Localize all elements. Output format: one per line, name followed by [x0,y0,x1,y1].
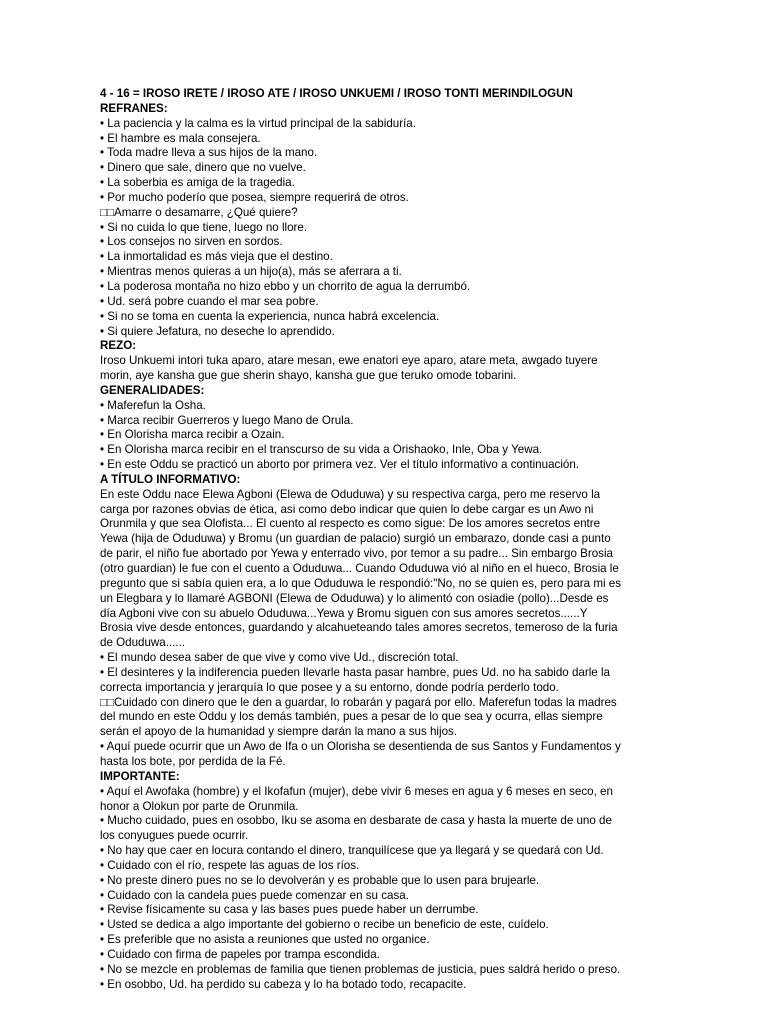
generalidad-item: • Maferefun la Osha. [100,398,206,412]
refranes-heading: REFRANES: [100,101,168,115]
informativo-line: de Oduduwa...... [100,636,186,650]
importante-line: • Aquí el Awofaka (hombre) y el Ikofafun (mujer), debe vivir 6 meses en agua y 6 meses en seco, en [100,784,613,798]
document-title: 4 - 16 = IROSO IRETE / IROSO ATE / IROSO UNKUEMI / IROSO TONTI MERINDILOGUN [100,87,573,100]
importante-line: • Mucho cuidado, pues en osobbo, Iku se asoma en desbarate de casa y hasta la muerte de uno de [100,814,612,828]
importante-line: • Usted se dedica a algo importante del gobierno o recibe un beneficio de este, cuídelo. [100,918,549,932]
importante-line: • Cuidado con la candela pues puede comenzar en su casa. [100,888,409,902]
informativo-line: □□Cuidado con dinero que le den a guardar, lo robarán y pagará por ello. Maferefun todas la madres [100,695,617,709]
refran-item: • La poderosa montaña no hizo ebbo y un chorrito de agua la derrumbó. [100,279,471,293]
informativo-line: correcta importancia y jerarquía lo que posee y a su entorno, donde podría perderlo todo. [100,680,559,694]
refran-item: • Por mucho poderío que posea, siempre requerirá de otros. [100,190,409,204]
rezo-section [100,339,675,384]
refran-item: • La paciencia y la calma es la virtud principal de la sabiduría. [100,116,416,130]
importante-heading: IMPORTANTE: [100,769,180,783]
importante-line: • En osobbo, Ud. ha perdido su cabeza y lo ha botado todo, recapacite. [100,977,467,991]
informativo-line: serán el apoyo de la humanidad y siempre darán la mano a sus hijos. [100,725,458,739]
rezo-line: Iroso Unkuemi intori tuka aparo, atare mesan, ewe enatori eye aparo, atare meta, awgado tuyere [100,354,598,368]
refran-item: □□Amarre o desamarre, ¿Qué quiere? [100,205,298,219]
refran-item: • Toda madre lleva a sus hijos de la mano. [100,146,318,160]
refran-item: • Si quiere Jefatura, no deseche lo aprendido. [100,324,335,338]
refran-item: • Ud. será pobre cuando el mar sea pobre. [100,294,319,308]
importante-line: • Cuidado con el río, respete las aguas de los ríos. [100,858,360,872]
document-page [100,87,675,992]
refran-item: • La soberbia es amiga de la tragedia. [100,176,295,190]
refran-item: • Los consejos no sirven en sordos. [100,235,283,249]
generalidad-item: • En este Oddu se practicó un aborto por primera vez. Ver el título informativo a continuación. [100,458,580,472]
generalidades-heading: GENERALIDADES: [100,383,205,397]
refran-item: • Mientras menos quieras a un hijo(a), más se aferrara a ti. [100,265,402,279]
importante-line: los conyugues puede ocurrir. [100,829,249,843]
generalidad-item: • En Olorisha marca recibir a Ozain. [100,428,285,442]
informativo-heading: A TÍTULO INFORMATIVO: [100,472,241,486]
generalidad-item: • Marca recibir Guerreros y luego Mano de Orula. [100,413,354,427]
informativo-section [100,473,675,770]
rezo-line: morin, aye kansha gue gue sherin shayo, kansha gue gue teruko omode tobarini. [100,369,517,383]
importante-line: • No se mezcle en problemas de familia que tienen problemas de justicia, pues saldrá herido o preso. [100,962,621,976]
informativo-line: • Aquí puede ocurrir que un Awo de Ifa o un Olorisha se desentienda de sus Santos y Fundamentos y [100,740,621,754]
refranes-section [100,102,675,340]
informativo-line: • El desinteres y la indiferencia pueden llevarle hasta pasar hambre, pues Ud. no ha sabido darle la [100,665,610,679]
informativo-line: pregunto que si sabía quien era, a lo que Oduduwa le respondió:"No, no se quien es, pero para mi es [100,576,622,590]
refran-item: • La inmortalidad es más vieja que el destino. [100,250,333,264]
importante-line: • No hay que caer en locura contando el dinero, tranquilícese que ya llegará y se quedará con Ud. [100,844,604,858]
importante-section [100,770,675,993]
informativo-line: hasta los bote, por perdida de la Fé. [100,754,286,768]
refran-item: • Dinero que sale, dinero que no vuelve. [100,161,306,175]
informativo-line: un Elegbara y lo llamaré AGBONI (Elewa de Oduduwa) y lo alimentó con osiadie (pollo)...Desde es [100,591,609,605]
importante-line: • Revise físicamente su casa y las bases pues puede haber un derrumbe. [100,903,479,917]
informativo-line: Yewa (hija de Oduduwa) y Bromu (un guardian de palacio) surgió un embarazo, donde casi a punto [100,532,611,546]
informativo-line: (otro guardian) le fue con el cuento a Oduduwa... Cuando Oduduwa vió al niño en el hueco, Brosia le [100,562,619,575]
refran-item: • El hambre es mala consejera. [100,131,261,145]
generalidades-section [100,384,675,473]
importante-line: • Cuidado con firma de papeles por trampa escondida. [100,947,380,961]
informativo-line: Orunmila y que sea Olofista... El cuento al respecto es como sigue: De los amores secretos entre [100,517,601,531]
importante-line: • Es preferible que no asista a reuniones que usted no organice. [100,933,430,947]
informativo-line: día Agboni vive con su abuelo Oduduwa...Yewa y Bromu siguen con sus amores secretos......Y [100,606,588,620]
informativo-line: del mundo en este Oddu y los demás también, pues a pesar de lo que sea y ocurra, ellas siempre [100,710,603,724]
refran-item: • Si no cuida lo que tiene, luego no llore. [100,220,308,234]
informativo-line: En este Oddu nace Elewa Agboni (Elewa de Oduduwa) y su respectiva carga, pero me reservo la [100,487,601,501]
informativo-line: • El mundo desea saber de que vive y como vive Ud., discreción total. [100,651,459,665]
refran-item: • Si no se toma en cuenta la experiencia, nunca habrá excelencia. [100,309,440,323]
informativo-line: Brosia vive desde entonces, guardando y alcahueteando tales amores secretos, temeroso de la furia [100,621,618,635]
importante-line: honor a Olokun por parte de Orunmila. [100,799,299,813]
informativo-line: carga por razones obvias de ética, asi como debo indicar que quien lo debe cargar es un Awo ni [100,502,594,516]
rezo-heading: REZO: [100,339,137,353]
informativo-line: de parir, el niño fue abortado por Yewa y enterrado vivo, por temor a su padre... Sin embargo Brosia [100,547,614,561]
importante-line: • No preste dinero pues no se lo devolverán y es probable que lo usen para brujearle. [100,873,540,887]
generalidad-item: • En Olorisha marca recibir en el transcurso de su vida a Orishaoko, Inle, Oba y Yewa. [100,443,543,457]
